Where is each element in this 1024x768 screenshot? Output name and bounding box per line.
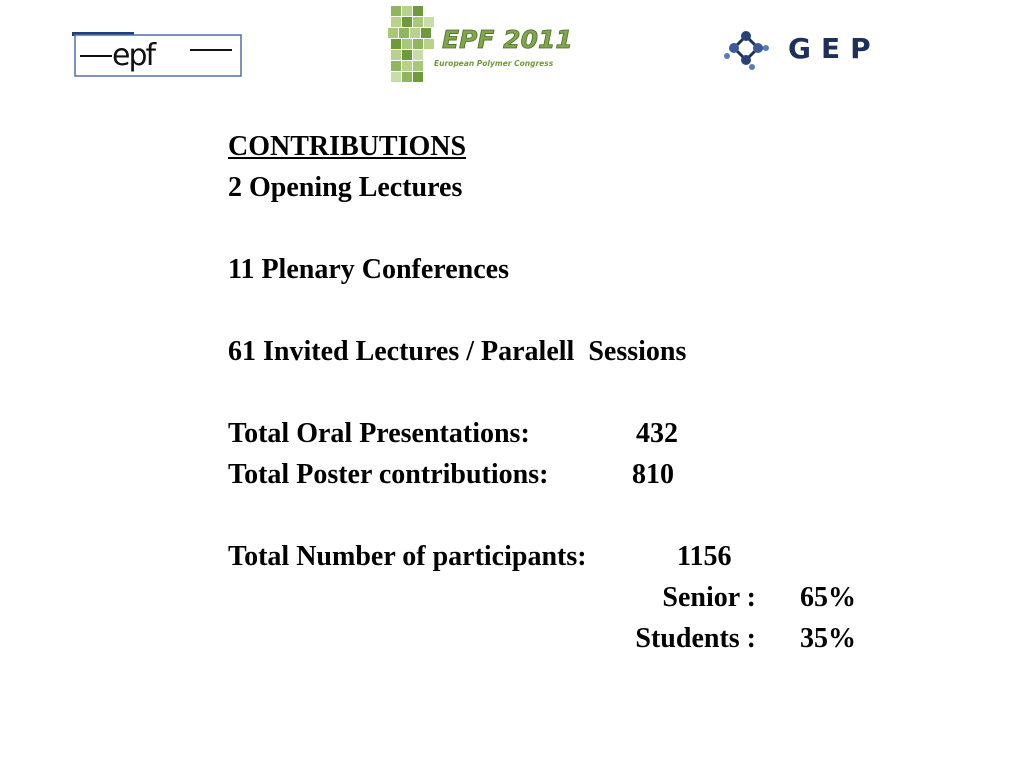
spacer bbox=[228, 495, 928, 536]
oral-presentations-label: Total Oral Presentations: bbox=[228, 418, 530, 449]
students-row bbox=[228, 618, 928, 659]
poster-contributions-row bbox=[228, 454, 928, 495]
poster-contributions-label: Total Poster contributions: bbox=[228, 459, 549, 490]
students-value: 35% bbox=[800, 623, 856, 654]
spacer bbox=[228, 372, 928, 413]
spacer bbox=[228, 208, 928, 249]
students-label: Students : bbox=[635, 623, 756, 654]
epf-logo-text: epf bbox=[112, 38, 155, 73]
poster-contributions-value: 810 bbox=[632, 459, 674, 490]
epf2011-subtitle: European Polymer Congress bbox=[434, 59, 554, 68]
contributions-block bbox=[228, 126, 928, 659]
participants-row bbox=[228, 536, 928, 577]
spacer bbox=[228, 290, 928, 331]
gep-molecule-icon bbox=[724, 31, 769, 70]
opening-lectures: 2 Opening Lectures bbox=[228, 172, 463, 203]
senior-label: Senior : bbox=[662, 582, 756, 613]
oral-presentations-row bbox=[228, 413, 928, 454]
heading: CONTRIBUTIONS bbox=[228, 131, 467, 162]
epf2011-logo bbox=[388, 4, 580, 84]
gep-logo bbox=[722, 26, 894, 72]
epf2011-mosaic-icon bbox=[388, 6, 434, 82]
senior-row bbox=[228, 577, 928, 618]
invited-lectures: 61 Invited Lectures / Paralell Sessions bbox=[228, 336, 687, 367]
epf-logo bbox=[72, 32, 242, 78]
senior-value: 65% bbox=[800, 582, 856, 613]
participants-label: Total Number of participants: bbox=[228, 541, 587, 572]
epf2011-title: EPF 2011 bbox=[442, 25, 573, 54]
oral-presentations-value: 432 bbox=[636, 418, 678, 449]
plenary-conferences: 11 Plenary Conferences bbox=[228, 254, 509, 285]
participants-value: 1156 bbox=[677, 541, 732, 572]
gep-text: GEP bbox=[788, 32, 881, 65]
